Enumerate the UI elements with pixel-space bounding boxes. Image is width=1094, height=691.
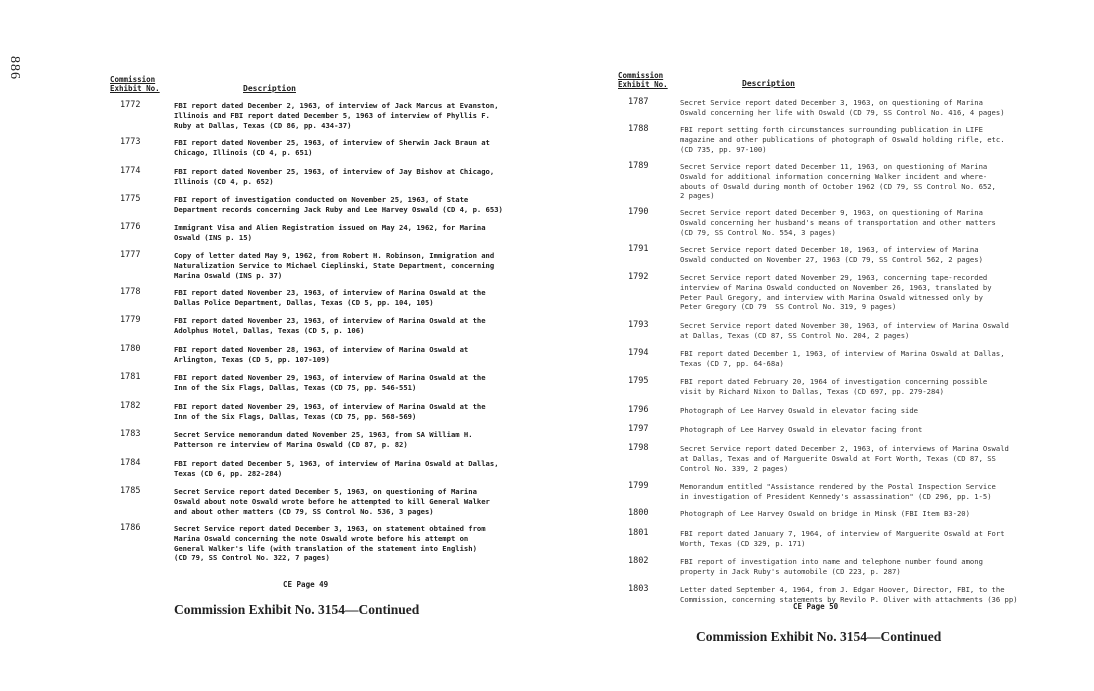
exhibit-description: FBI report dated November 25, 1963, of interview of Jay Bishov at Chicago, Illinois (CD 4, p. 652) — [174, 167, 495, 186]
exhibit-caption: Commission Exhibit No. 3154—Continued — [696, 629, 942, 644]
exhibit-description: FBI report dated January 7, 1964, of interview of Marguerite Oswald at Fort Worth, Texas (CD 329, p. 171) — [680, 529, 1005, 548]
exhibit-description: FBI report dated November 28, 1963, of interview of Marina Oswald at Arlington, Texas (CD 5, pp. 107-109) — [174, 345, 469, 364]
description-column-header: Description — [243, 84, 296, 93]
exhibit-number: 1797 — [628, 424, 649, 434]
exhibit-number: 1790 — [628, 207, 649, 217]
exhibit-description: Secret Service report dated November 30, 1963, of interview of Marina Oswald at Dallas, Texas (CD 87, SS Control No. 204, 2 pages) — [680, 321, 1009, 340]
exhibit-number: 1774 — [120, 166, 141, 176]
exhibit-description: FBI report dated November 29, 1963, of interview of Marina Oswald at the Inn of the Six Flags, Dallas, Texas (CD 75, pp. 568-569) — [174, 402, 486, 421]
exhibit-description: Copy of letter dated May 9, 1962, from Robert H. Robinson, Immigration and Naturalization Service to Michael Cieplinski, State Department, concerning Marina Oswald (INS p. 37) — [174, 251, 495, 280]
exhibit-number: 1803 — [628, 584, 649, 594]
exhibit-number: 1796 — [628, 405, 649, 415]
exhibit-description: Secret Service report dated December 3, 1963, on questioning of Marina Oswald concerning her life with Oswald (CD 79, SS Control No. 416, 4 pages) — [680, 98, 1005, 117]
exhibit-number: 1782 — [120, 401, 141, 411]
exhibit-number: 1772 — [120, 100, 141, 110]
exhibit-description: FBI report of investigation conducted on November 25, 1963, of State Department records concerning Jack Ruby and Lee Harvey Oswald (CD 4, p. 653) — [174, 195, 503, 214]
exhibit-description: Secret Service report dated December 2, 1963, of interviews of Marina Oswald at Dallas, Texas and of Marguerite Oswald at Fort Worth, Texas (CD 87, SS Control No. 339, 2 pages) — [680, 444, 1009, 473]
exhibit-number: 1778 — [120, 287, 141, 297]
exhibit-description: FBI report dated December 5, 1963, of interview of Marina Oswald at Dallas, Texas (CD 6, pp. 282-284) — [174, 459, 499, 478]
exhibit-description: Secret Service report dated December 10, 1963, of interview of Marina Oswald conducted on November 27, 1963 (CD 79, SS Control 562, 2 pages) — [680, 245, 983, 264]
exhibit-number: 1794 — [628, 348, 649, 358]
exhibit-description: Memorandum entitled "Assistance rendered by the Postal Inspection Service in investigation of President Kennedy's assassination" (CD 296, pp. 1-5) — [680, 482, 996, 501]
exhibit-number: 1791 — [628, 244, 649, 254]
exhibit-description: FBI report dated November 23, 1963, of interview of Marina Oswald at the Adolphus Hotel, Dallas, Texas (CD 5, p. 106) — [174, 316, 486, 335]
exhibit-column-header: Commission Exhibit No. — [618, 71, 668, 89]
page-reference: CE Page 49 — [283, 580, 329, 589]
exhibit-description: FBI report setting forth circumstances surrounding publication in LIFE magazine and other publications of photograph of Oswald holding rifle, etc. (CD 735, pp. 97-100) — [680, 125, 1005, 154]
page-number: 886 — [7, 56, 22, 80]
exhibit-number: 1779 — [120, 315, 141, 325]
exhibit-description: Secret Service report dated December 5, 1963, on questioning of Marina Oswald about note Oswald wrote before he attempted to kill General Walker and about other matters (CD 79, SS Control No. 536, 3 pages) — [174, 487, 490, 516]
exhibit-description: Photograph of Lee Harvey Oswald in elevator facing side — [680, 406, 918, 415]
exhibit-description: Photograph of Lee Harvey Oswald in elevator facing front — [680, 425, 923, 434]
exhibit-number: 1784 — [120, 458, 141, 468]
exhibit-description: Secret Service memorandum dated November 25, 1963, from SA William H. Patterson re interview of Marina Oswald (CD 87, p. 82) — [174, 430, 473, 449]
exhibit-description: Photograph of Lee Harvey Oswald on bridge in Minsk (FBI Item B3-20) — [680, 509, 970, 518]
exhibit-description: Secret Service report dated December 11, 1963, on questioning of Marina Oswald for additional information concerning Walker incident and where- abouts of Oswald during month of October 1962 (CD 79, SS Control No. 652, 2 pages) — [680, 162, 996, 201]
exhibit-number: 1786 — [120, 523, 141, 533]
exhibit-description: FBI report dated November 25, 1963, of interview of Sherwin Jack Braun at Chicago, Illinois (CD 4, p. 651) — [174, 138, 490, 157]
exhibit-description: Secret Service report dated December 3, 1963, on statement obtained from Marina Oswald concerning the note Oswald wrote before his attempt on General Walker's life (with translation of the statement into English) (CD 79, SS Control No. 322, 7 pages) — [174, 524, 486, 563]
exhibit-number: 1783 — [120, 429, 141, 439]
exhibit-description: FBI report of investigation into name and telephone number found among property in Jack Ruby's automobile (CD 223, p. 287) — [680, 557, 983, 576]
exhibit-number: 1776 — [120, 222, 141, 232]
exhibit-number: 1795 — [628, 376, 649, 386]
exhibit-number: 1792 — [628, 272, 649, 282]
exhibit-number: 1785 — [120, 486, 141, 496]
exhibit-number: 1780 — [120, 344, 141, 354]
exhibit-description: FBI report dated February 20, 1964 of investigation concerning possible visit by Richard Nixon to Dallas, Texas (CD 697, pp. 279-284) — [680, 377, 988, 396]
page-reference: CE Page 50 — [793, 602, 839, 611]
exhibit-number: 1789 — [628, 161, 649, 171]
exhibit-number: 1799 — [628, 481, 649, 491]
exhibit-description: Immigrant Visa and Alien Registration issued on May 24, 1962, for Marina Oswald (INS p. 15) — [174, 223, 486, 242]
exhibit-description: FBI report dated November 23, 1963, of interview of Marina Oswald at the Dallas Police Department, Dallas, Texas (CD 5, pp. 104, 105) — [174, 288, 486, 307]
exhibit-number: 1781 — [120, 372, 141, 382]
exhibit-number: 1800 — [628, 508, 649, 518]
exhibit-number: 1788 — [628, 124, 649, 134]
exhibit-caption: Commission Exhibit No. 3154—Continued — [174, 602, 420, 617]
exhibit-number: 1775 — [120, 194, 141, 204]
exhibit-column-header: Commission Exhibit No. — [110, 75, 160, 93]
exhibit-description: FBI report dated December 2, 1963, of interview of Jack Marcus at Evanston, Illinois and FBI report dated December 5, 1963 of interview of Phyllis F. Ruby at Dallas, Texas (CD 86, pp. 434-37) — [174, 101, 499, 130]
exhibit-number: 1801 — [628, 528, 649, 538]
exhibit-number: 1787 — [628, 97, 649, 107]
exhibit-description: Secret Service report dated December 9, 1963, on questioning of Marina Oswald concerning her husband's means of transportation and other matters (CD 79, SS Control No. 554, 3 pages) — [680, 208, 996, 237]
exhibit-description: FBI report dated December 1, 1963, of interview of Marina Oswald at Dallas, Texas (CD 7, pp. 64-68a) — [680, 349, 1005, 368]
exhibit-number: 1802 — [628, 556, 649, 566]
exhibit-number: 1773 — [120, 137, 141, 147]
description-column-header: Description — [742, 79, 795, 88]
exhibit-number: 1777 — [120, 250, 141, 260]
exhibit-number: 1793 — [628, 320, 649, 330]
exhibit-description: Letter dated September 4, 1964, from J. Edgar Hoover, Director, FBI, to the Commission, concerning statements by Revilo P. Oliver with attachments (36 pp) — [680, 585, 1018, 604]
exhibit-description: FBI report dated November 29, 1963, of interview of Marina Oswald at the Inn of the Six Flags, Dallas, Texas (CD 75, pp. 546-551) — [174, 373, 486, 392]
exhibit-description: Secret Service report dated November 29, 1963, concerning tape-recorded interview of Marina Oswald conducted on November 26, 1963, translated by Peter Paul Gregory, and interview with Marina Oswald witnessed only by Peter Gregory (CD 79 SS Control No. 319, 9 pages) — [680, 273, 992, 312]
exhibit-number: 1798 — [628, 443, 649, 453]
